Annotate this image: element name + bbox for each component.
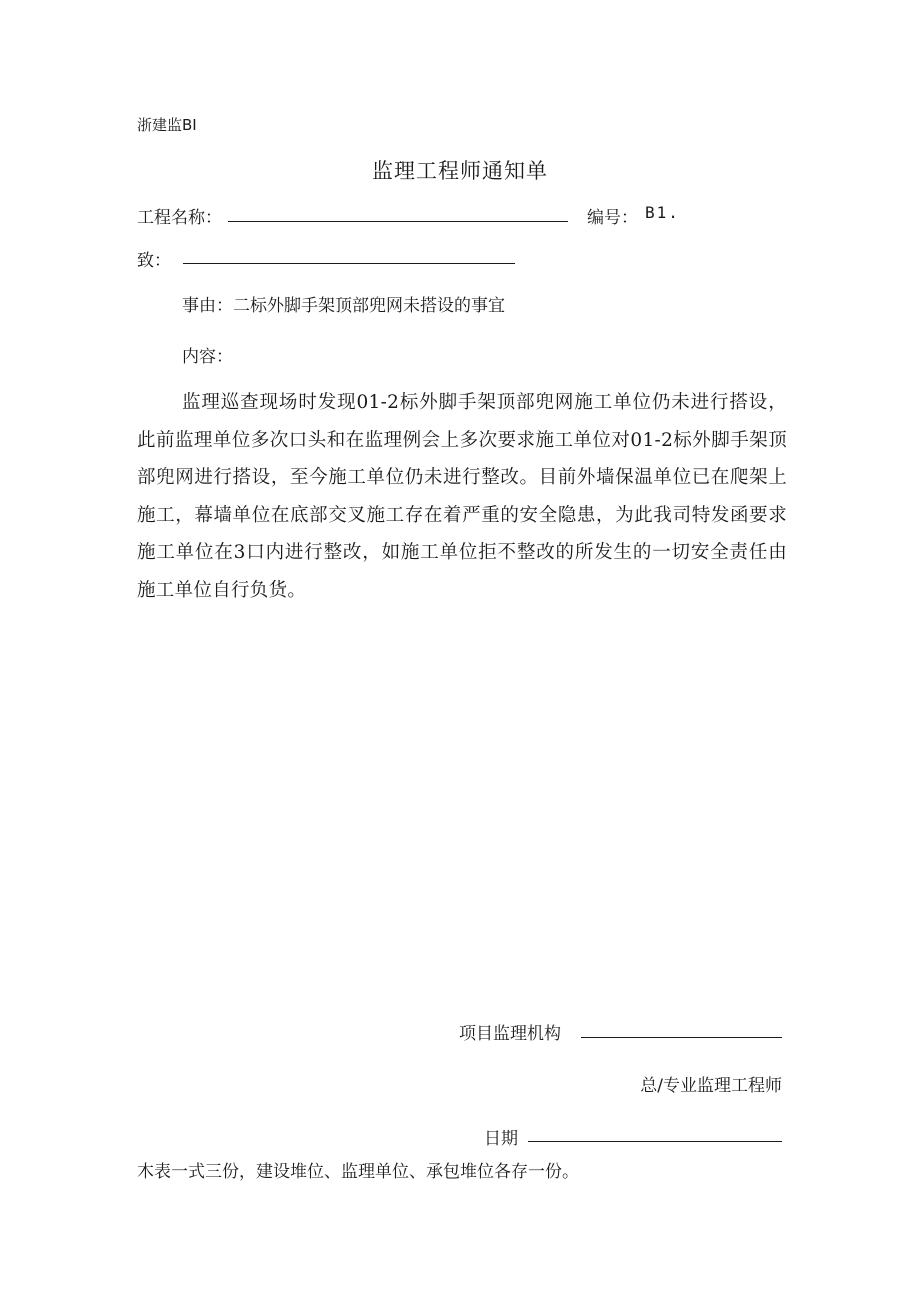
copies-footnote: 木表一式三份，建设堆位、监理单位、承包堆位各存一份。 xyxy=(137,1162,579,1182)
page-title: 监理工程师通知单 xyxy=(372,159,548,183)
project-name-label: 工程名称： xyxy=(137,208,222,228)
number-label: 编号： xyxy=(587,208,638,228)
recipient-field-line xyxy=(183,263,515,264)
supervision-org-label: 项目监理机构 xyxy=(459,1024,561,1044)
notice-body: 监理巡查现场时发现01-2标外脚手架顶部兜网施工单位仍未进行搭设，此前监理单位多次口头和在监理例会上多次要求施工单位对01-2标外脚手架顶部兜网进行搭设，至今施工单位仍未进行整改。目前外墙保温单位已在爬架上施工，幕墙单位在底部交叉施工存在着严重的安全隐患，为此我司特发函要求施工单位在3口内进行整改，如施工单位拒不整改的所发生的一切安全责任由施工单位自行负货。 xyxy=(137,392,787,601)
date-field-line xyxy=(528,1141,782,1142)
subject-line: 事由：二标外脚手架顶部兜网未搭设的事宜 xyxy=(182,296,505,316)
project-name-field-line xyxy=(228,221,568,222)
content-label: 内容： xyxy=(182,347,233,367)
number-value: B1. xyxy=(645,203,680,222)
form-code: 浙建监BI xyxy=(137,116,197,134)
recipient-label: 致： xyxy=(137,251,171,271)
date-label: 日期 xyxy=(484,1129,518,1149)
engineer-label: 总/专业监理工程师 xyxy=(640,1076,782,1096)
supervision-org-signature-line xyxy=(581,1037,782,1038)
